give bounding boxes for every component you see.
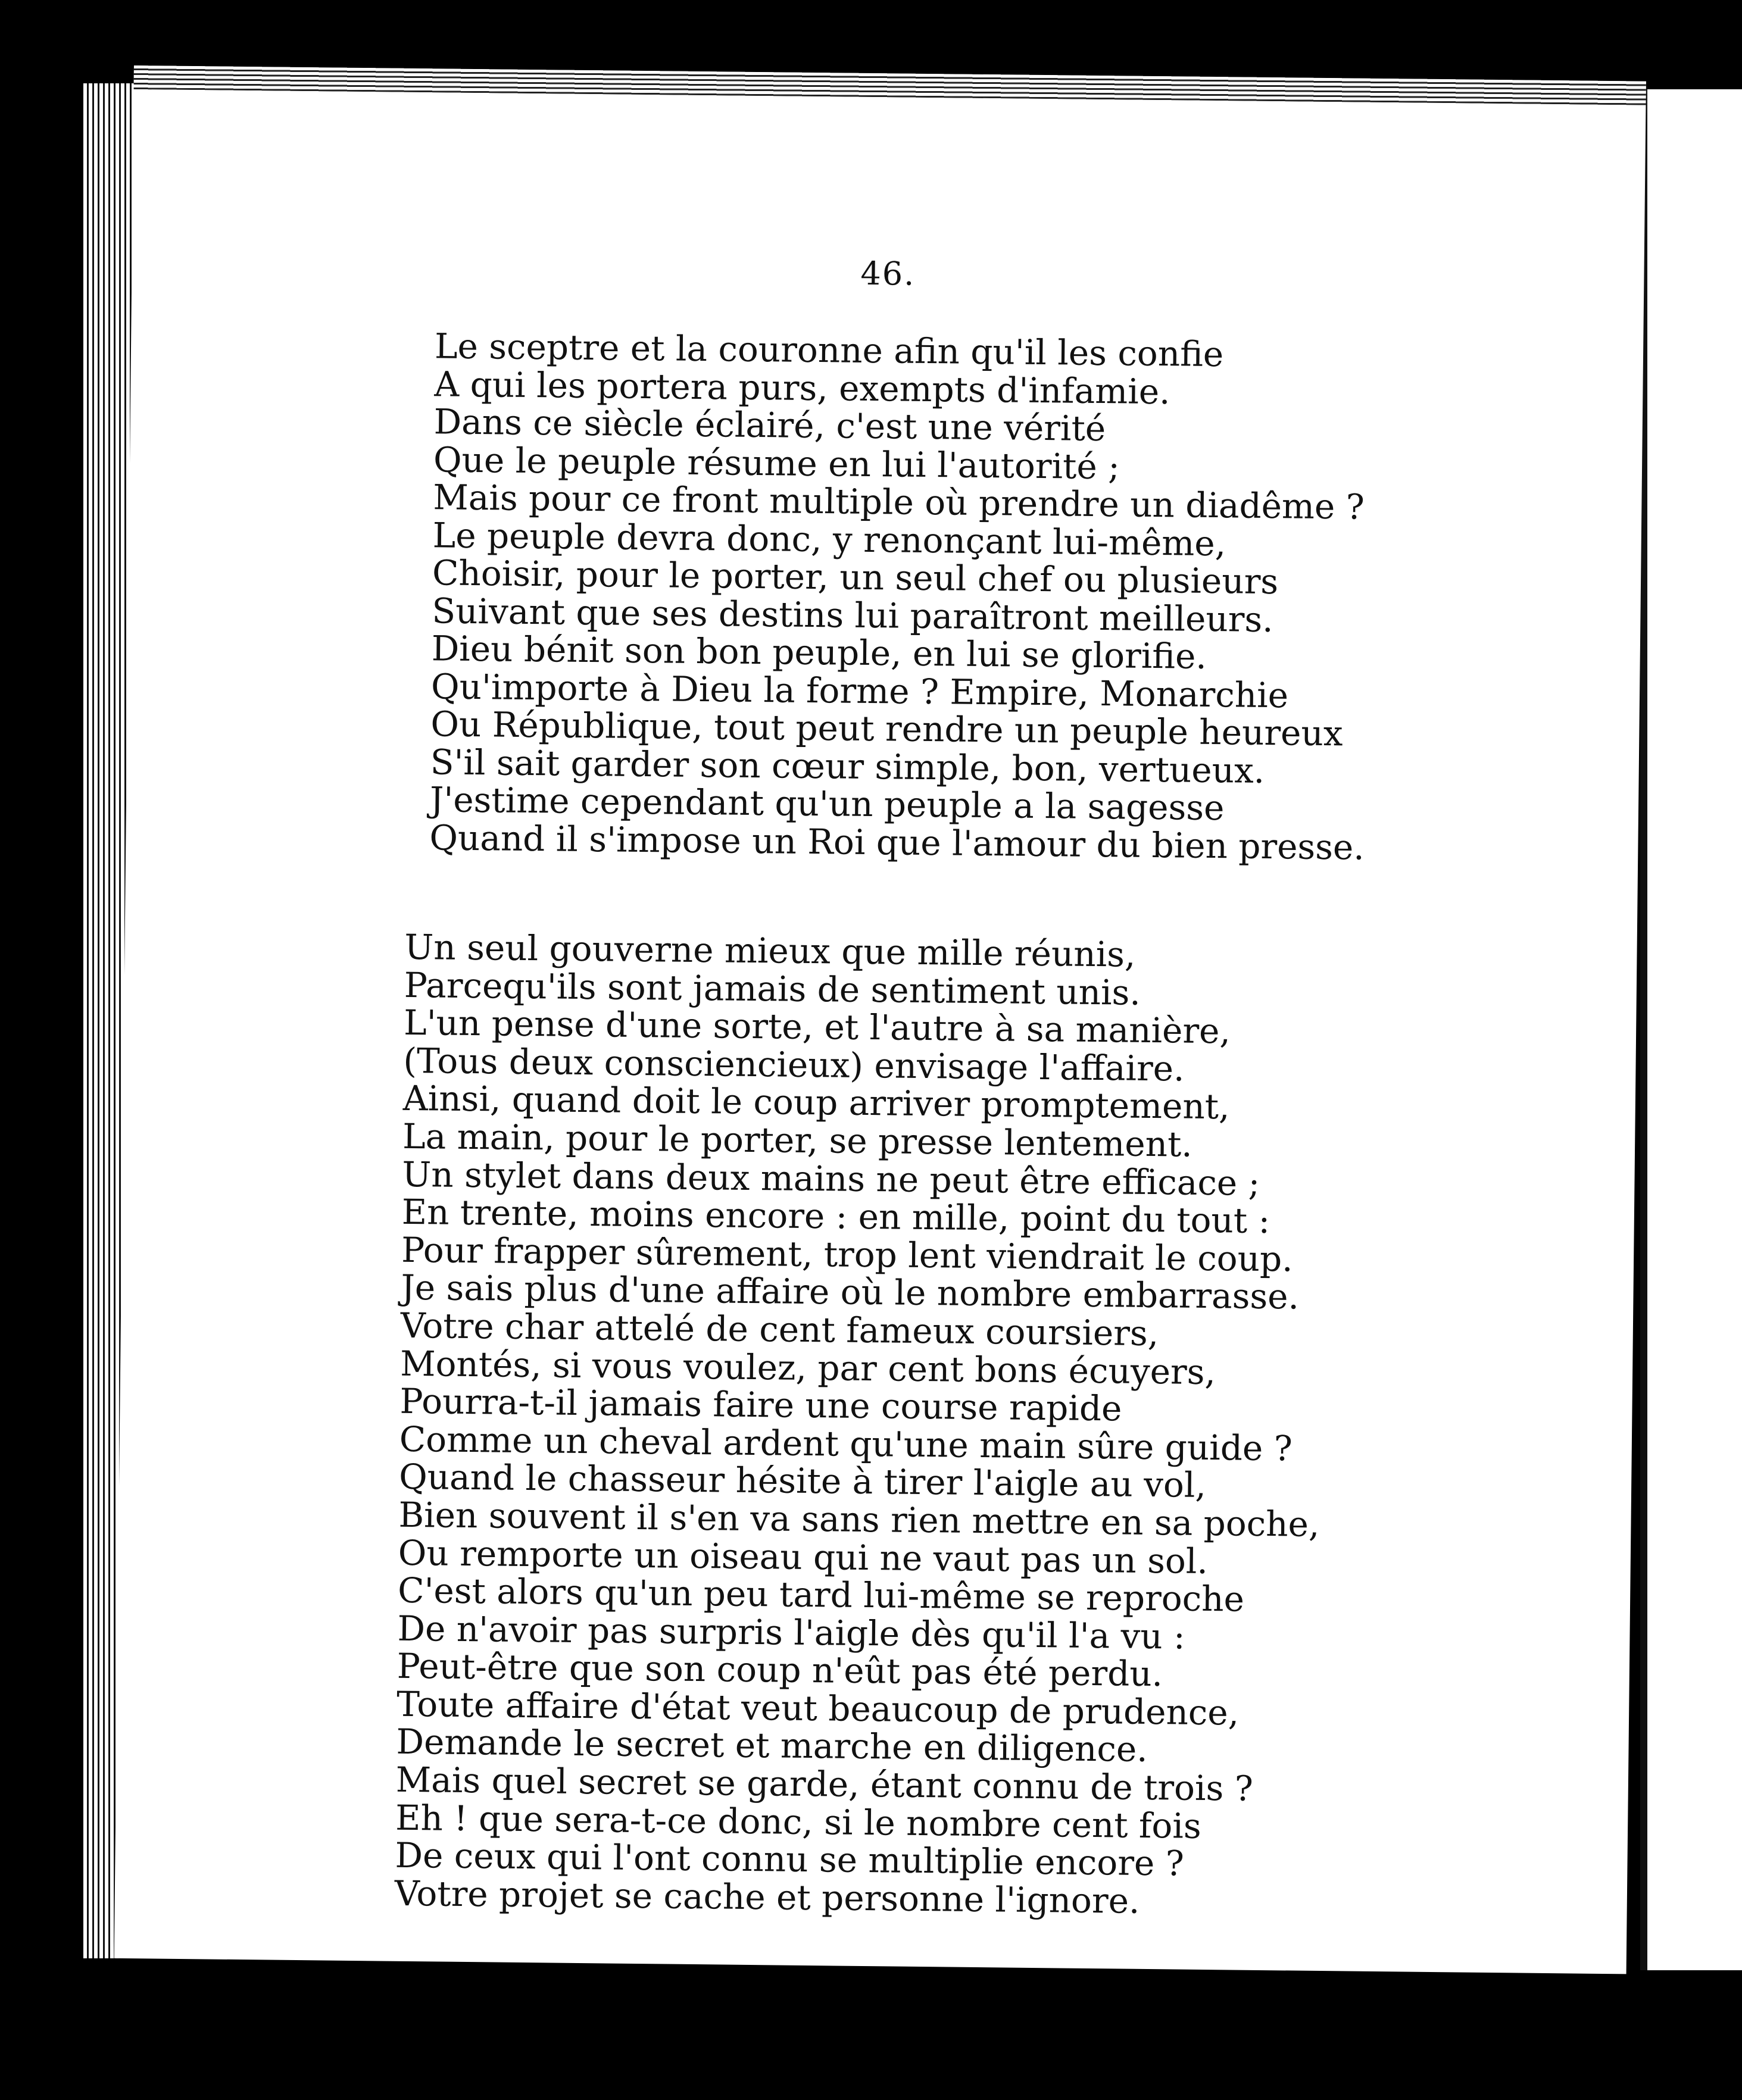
verse-line: C'est alors qu'un peu tard lui-même se reproche bbox=[397, 1570, 1245, 1620]
facing-page-edge bbox=[1640, 89, 1742, 1970]
verse-line: Ou République, tout peut rendre un peuple heureux bbox=[430, 704, 1343, 754]
verse-line: La main, pour le porter, se presse lentement. bbox=[402, 1115, 1193, 1165]
verse-line: Toute affaire d'état veut beaucoup de prudence, bbox=[396, 1683, 1240, 1733]
verse-line: Pourra-t-il jamais faire une course rapide bbox=[399, 1380, 1122, 1429]
verse-line: Comme un cheval ardent qu'une main sûre guide ? bbox=[399, 1418, 1293, 1469]
verse-line: Demande le secret et marche en diligence. bbox=[396, 1721, 1148, 1770]
verse-line: Parcequ'ils sont jamais de sentiment unis. bbox=[404, 964, 1141, 1013]
verse-line: De n'avoir pas surpris l'aigle dès qu'il l'a vu : bbox=[397, 1608, 1186, 1657]
verse-line: De ceux qui l'ont connu se multiplie encore ? bbox=[395, 1835, 1185, 1884]
verse-line: En trente, moins encore : en mille, point du tout : bbox=[401, 1191, 1270, 1242]
verse-line: Mais quel secret se garde, étant connu de trois ? bbox=[395, 1759, 1254, 1809]
verse-line: Ainsi, quand doit le coup arriver promptement, bbox=[402, 1078, 1230, 1127]
verse-line: Quand il s'impose un Roi que l'amour du bien presse. bbox=[429, 817, 1365, 868]
verse-line: Votre char attelé de cent fameux coursiers, bbox=[400, 1305, 1159, 1354]
verse-line: Ou remporte un oiseau qui ne vaut pas un sol. bbox=[398, 1532, 1209, 1582]
page-top-edge bbox=[134, 65, 1646, 105]
verse-line: Quand le chasseur hésite à tirer l'aigle au vol, bbox=[398, 1457, 1207, 1506]
verse-line: Le sceptre et la couronne afin qu'il les confie bbox=[434, 326, 1224, 375]
verse-line: Le peuple devra donc, y renonçant lui-même, bbox=[432, 514, 1226, 564]
verse-line: Que le peuple résume en lui l'autorité ; bbox=[433, 439, 1120, 487]
verse-line: Pour frapper sûrement, trop lent viendrait le coup. bbox=[401, 1229, 1293, 1280]
verse-line: Mais pour ce front multiple où prendre un diadême ? bbox=[433, 477, 1365, 527]
verse-line: Dans ce siècle éclairé, c'est une vérité bbox=[433, 401, 1106, 449]
page-number: 46. bbox=[860, 254, 916, 293]
verse-line: Un stylet dans deux mains ne peut être efficace ; bbox=[402, 1154, 1260, 1204]
book-page bbox=[114, 65, 1646, 1974]
verse-line: Montés, si vous voulez, par cent bons écuyers, bbox=[399, 1343, 1216, 1392]
verse-line: Eh ! que sera-t-ce donc, si le nombre cent fois bbox=[395, 1797, 1202, 1846]
verse-line: Peut-être que son coup n'eût pas été perdu. bbox=[397, 1646, 1163, 1695]
verse-line: L'un pense d'une sorte, et l'autre à sa manière, bbox=[403, 1002, 1231, 1052]
verse-line: S'il sait garder son cœur simple, bon, vertueux. bbox=[430, 741, 1265, 791]
verse-line: (Tous deux consciencieux) envisage l'affaire. bbox=[403, 1040, 1185, 1089]
verse-line: Suivant que ses destins lui paraîtront meilleurs. bbox=[432, 590, 1274, 640]
verse-line: J'estime cependant qu'un peuple a la sagesse bbox=[429, 779, 1225, 829]
verse-line: A qui les portera purs, exempts d'infamie. bbox=[434, 363, 1170, 412]
verse-line: Choisir, pour le porter, un seul chef ou plusieurs bbox=[432, 552, 1279, 602]
verse-line: Votre projet se cache et personne l'ignore. bbox=[394, 1873, 1140, 1921]
verse-line: Bien souvent il s'en va sans rien mettre en sa poche, bbox=[398, 1494, 1320, 1545]
stanza-2 bbox=[394, 926, 1429, 1923]
verse-line: Un seul gouverne mieux que mille réunis, bbox=[404, 926, 1136, 975]
stanza-1 bbox=[429, 327, 1447, 867]
verse-line: Je sais plus d'une affaire où le nombre embarrasse. bbox=[401, 1267, 1300, 1317]
verse-line: Dieu bénit son bon peuple, en lui se glorifie. bbox=[431, 628, 1207, 677]
verse-line: Qu'importe à Dieu la forme ? Empire, Monarchie bbox=[430, 665, 1289, 715]
